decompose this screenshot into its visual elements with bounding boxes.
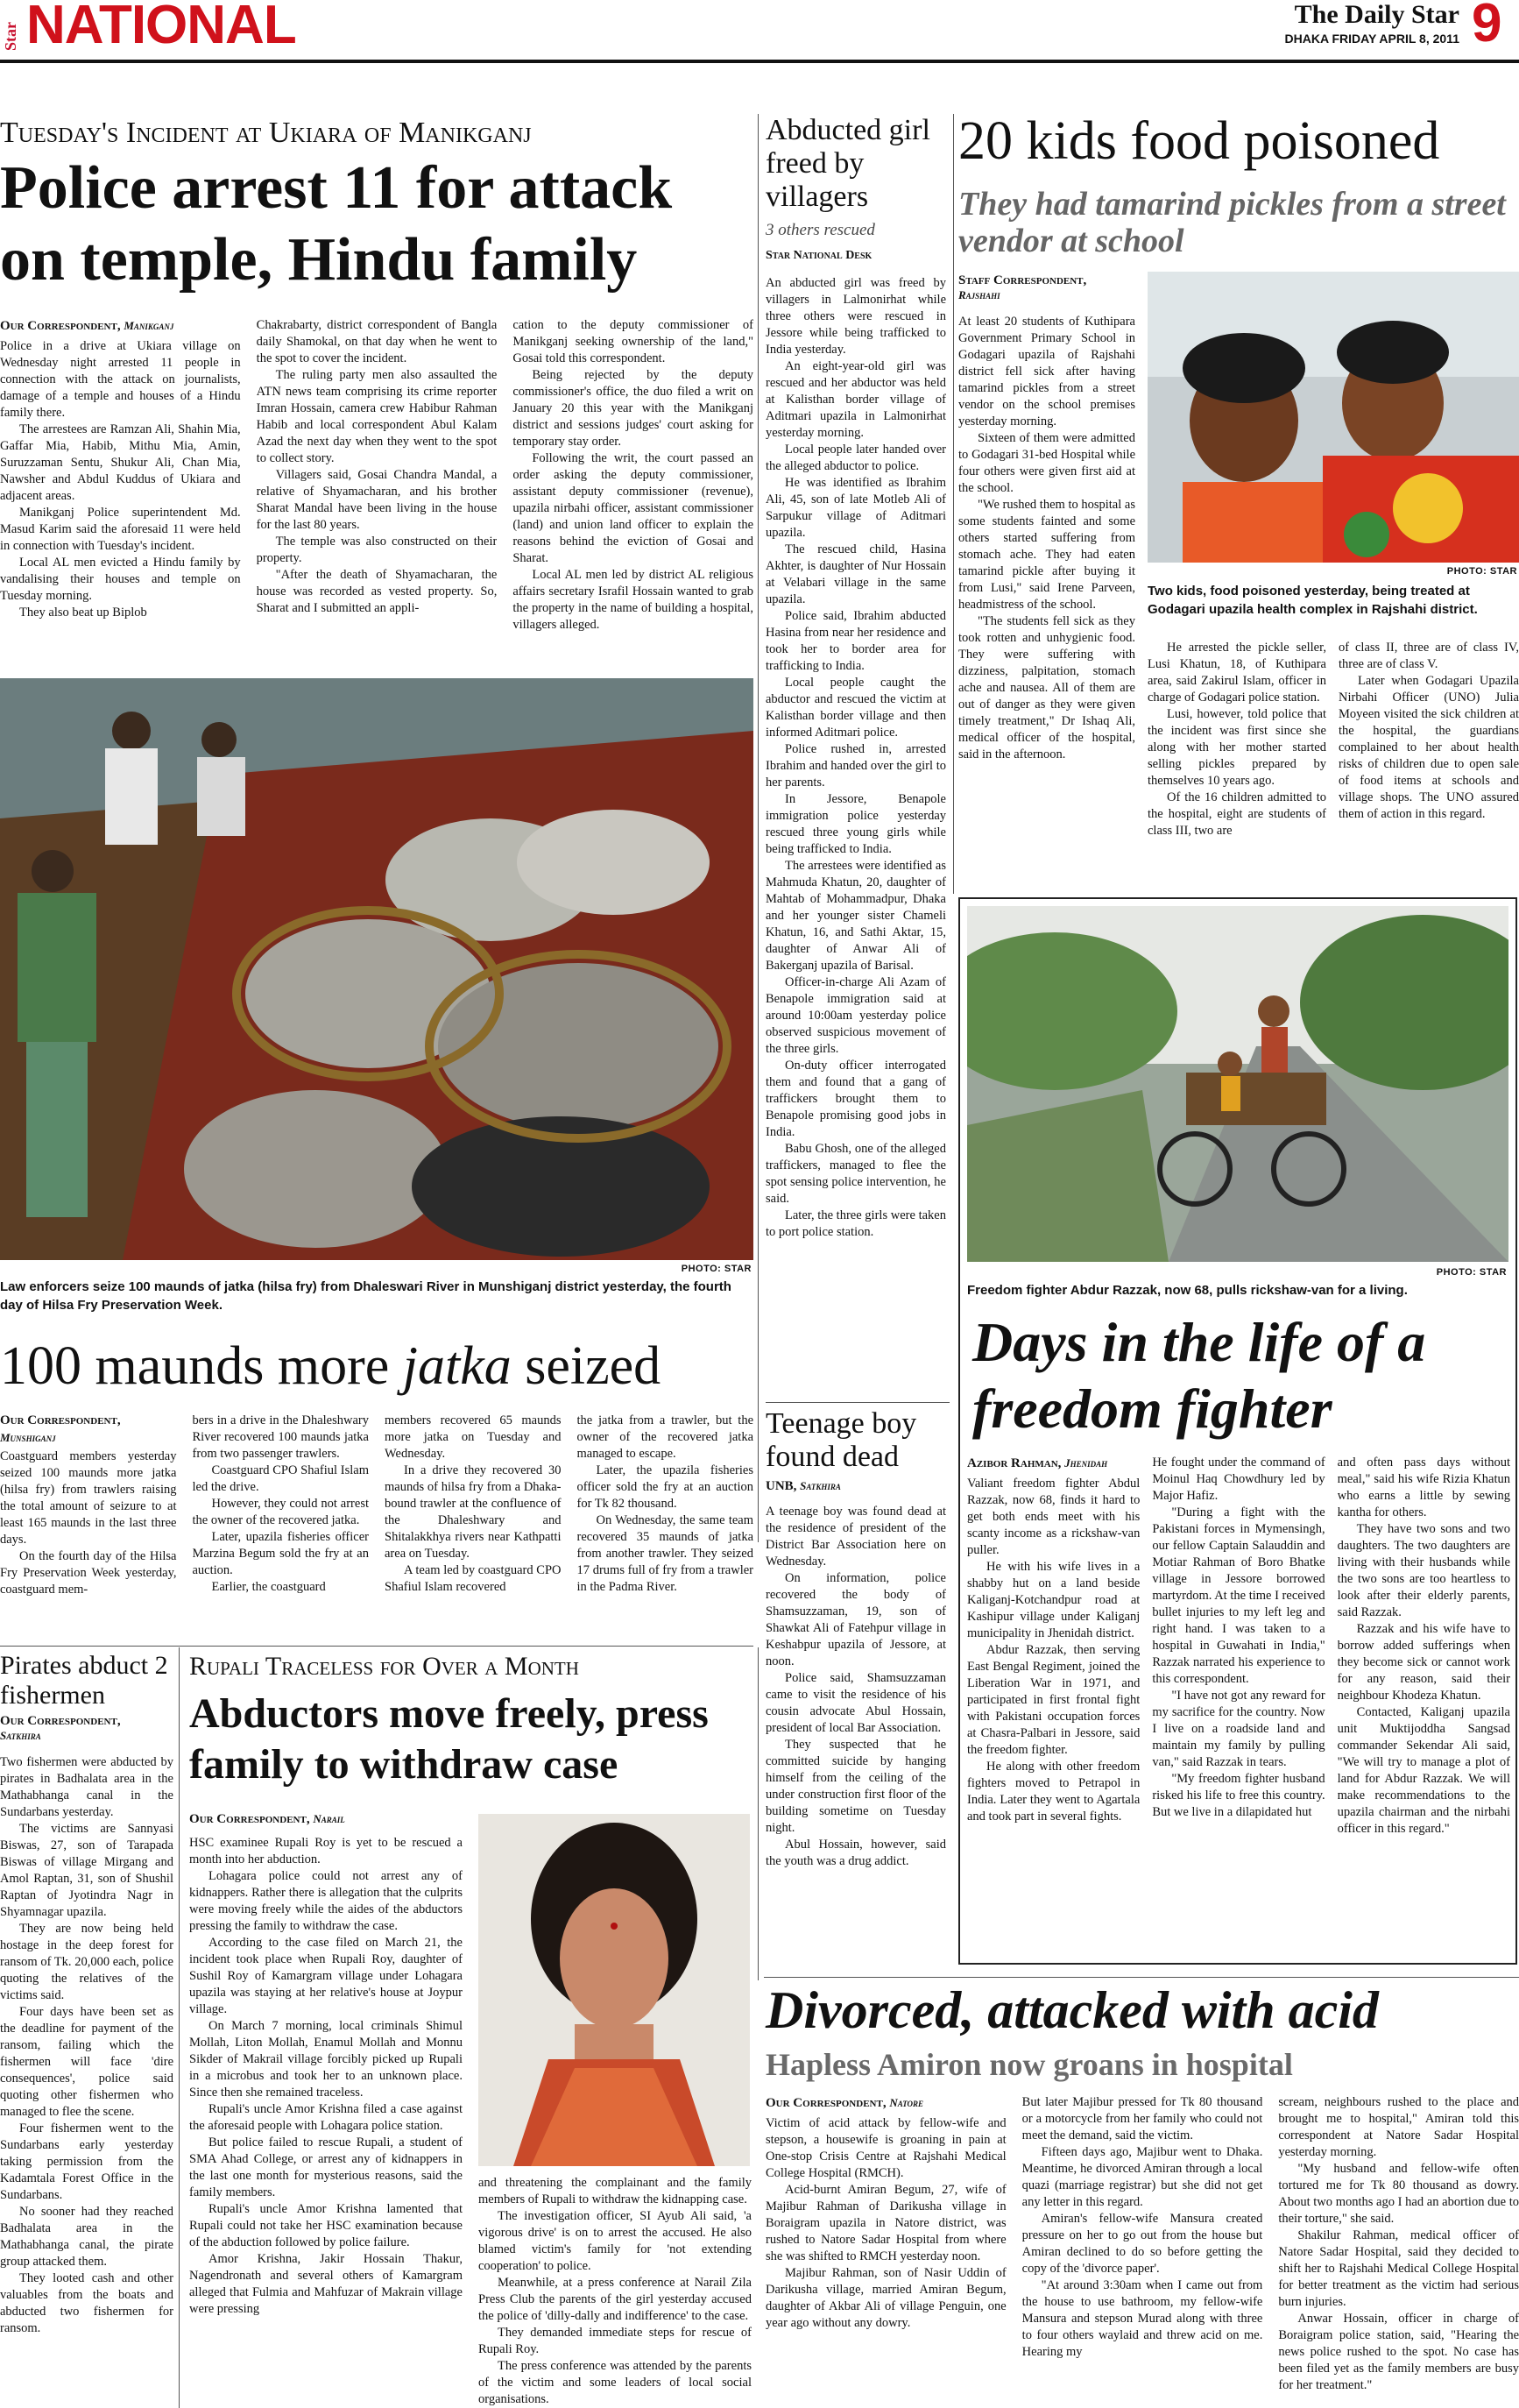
paragraph: He arrested the pickle seller, Lusi Khatun, 18, of Kuthipara area, said Zakirul Islam, officer in charge of Godagari police station.: [1148, 641, 1326, 705]
paragraph: "During a fight with the Pakistani forces in Mymensingh, our fellow Captain Salauddin and Motiar Rahman of Boro Bhatke village in Jessore borrowed martyrdom. At the time I received bullet injuries to my left leg and right hand. I was taken to a hospital in Guwahati in India," Razzak narrated his experience to this correspondent.: [1152, 1505, 1325, 1686]
pirates-body: [0, 1754, 173, 2406]
rupali-col-1: [189, 1835, 463, 2406]
jatka-col-2: [193, 1413, 370, 1639]
freedom-photo-illustration: [967, 906, 1508, 1262]
acid-col-2: [1022, 2094, 1263, 2406]
paragraph: "My freedom fighter husband risked his life to free this country. But we live in a dilapidated hut: [1152, 1772, 1325, 1819]
pirates-byline: Our Correspondent, Satkhira: [0, 1714, 121, 1742]
paragraph: "We rushed them to hospital as some students fainted and some others started suffering from stomach ache. They had eaten tamarind pickle after buying it from Lusi," said Irene Parveen, headmistress of the school.: [958, 498, 1135, 612]
rupali-portrait-photo: [478, 1814, 750, 2166]
kids-sub: They had tamarind pickles from a street vendor at school: [958, 186, 1506, 259]
teenage-byline: UNB, Satkhira: [766, 1479, 841, 1493]
paragraph: of class II, three are of class IV, three are of class V.: [1339, 641, 1519, 671]
lower-left-rule: [0, 1646, 753, 1647]
paragraph: He fought under the command of Moinul Haq Chowdhury led by Major Hafiz.: [1152, 1455, 1325, 1503]
paragraph: They are now being held hostage in the deep forest for ransom of Tk. 20,000 each, police quoting the relatives of the victims said.: [0, 1922, 173, 2002]
section-title: NATIONAL: [26, 0, 296, 55]
paragraph: "After the death of Shyamacharan, the house was recorded as vested property. So, Sharat and I submitted an appli-: [256, 568, 498, 615]
kids-headline: 20 kids food poisoned: [958, 111, 1440, 171]
paragraph: Of the 16 children admitted to the hospital, eight are students of class III, two are: [1148, 790, 1326, 838]
rupali-kicker: Rupali Traceless for Over a Month: [189, 1652, 579, 1681]
paragraph: They looted cash and other valuables from the boats and abducted two fishermen for ransom.: [0, 2271, 173, 2335]
star-mark: Star: [2, 22, 19, 51]
paragraph: Razzak and his wife have to borrow added sufferings when they become sick or cannot work for any reason, said their neighbour Khodeza Khatun.: [1337, 1622, 1510, 1703]
paragraph: Police said, Shamsuzzaman came to visit the residence of his cousin advocate Abul Hossain, president of local Bar Association.: [766, 1671, 946, 1735]
jatka-col-1: [0, 1413, 177, 1639]
paragraph: Victim of acid attack by fellow-wife and stepson, a housewife is groaning in pain at One-stop Crisis Centre at Rajshahi Medical College Hospital (RMCH).: [766, 2116, 1007, 2180]
rule-v-4: [758, 1647, 759, 1980]
paragraph: An abducted girl was freed by villagers in Lalmonirhat while three others were rescued in Jessore while being trafficked to India yesterday.: [766, 276, 946, 357]
paragraph: The rescued child, Hasina Akhter, is daughter of Nur Hossain at Velabari village in the same upazila.: [766, 542, 946, 606]
paragraph: Local people later handed over the alleged abductor to police.: [766, 443, 946, 473]
paragraph: On the fourth day of the Hilsa Fry Preservation Week yesterday, coastguard mem-: [0, 1549, 177, 1597]
paragraph: Amor Krishna, Jakir Hossain Thakur, Nagendronath and several others of Kamargram alleged that Fulmia and Mahfuzar of Makrain village were pressing: [189, 2252, 463, 2316]
jatka-story: [0, 1413, 753, 1639]
paragraph: According to the case filed on March 21, the incident took place when Rupali Roy, daughter of Sushil Roy of Kamargram village under Lohagara upazila was staying at her relative's house at Joypur village.: [189, 1936, 463, 2016]
jatka-photo-credit: PHOTO: STAR: [681, 1264, 752, 1274]
paragraph: In a drive they recovered 30 maunds of hilsa fry from a Dhaka-bound trawler at the confluence of the Dhaleshwary and Shitalakkhya rivers near Kathpatti area on Tuesday.: [385, 1463, 562, 1561]
paragraph: The arrestees were identified as Mahmuda Khatun, 20, daughter of Mahtab of Mohammadpur, Dhaka and her younger sister Chameli Khatun, 16, and Sathi Aktar, 15, daughter of Anwar Ali of Bakerganj upazila of Barisal.: [766, 859, 946, 973]
paragraph: "My husband and fellow-wife often tortured me for Tk 80 thousand as dowry. About two months ago I had an abortion due to their torture," she said.: [1278, 2162, 1519, 2226]
temple-story: [0, 317, 753, 664]
paragraph: He was identified as Ibrahim Ali, 45, son of late Motleb Ali of Sarpukur village of Aditmari upazila.: [766, 476, 946, 540]
teenage-rule: [766, 1402, 950, 1403]
paragraph: The ruling party men also assaulted the ATN news team comprising its crime reporter Imran Hossain, camera crew Habibur Rahman Habib and local correspondent Abul Kalam Azad the next day when they went to the spot to collect story.: [256, 368, 498, 465]
paragraph: But police failed to rescue Rupali, a student of SMA Ahad College, or arrest any of kidnappers in the last one month for mysterious reasons, said the family members.: [189, 2135, 463, 2199]
paragraph: Sixteen of them were admitted to Godagari 31-bed Hospital while four others were given first aid at the school.: [958, 431, 1135, 495]
paragraph: Police said, Ibrahim abducted Hasina from near her residence and took her to border area for trafficking to India.: [766, 609, 946, 673]
acid-sub: Hapless Amiron now groans in hospital: [766, 2047, 1293, 2082]
paragraph: HSC examinee Rupali Roy is yet to be rescued a month into her abduction.: [189, 1836, 463, 1866]
paragraph: Chakrabarty, district correspondent of Bangla daily Shamokal, on that day when he went to the spot to cover the incident.: [256, 318, 498, 365]
dateline: DHAKA FRIDAY APRIL 8, 2011: [1284, 32, 1459, 46]
paragraph: Meanwhile, at a press conference at Narail Zila Press Club the parents of the girl yesterday accused the police of 'dilly-dally and indifference' to the case.: [478, 2276, 752, 2323]
paragraph: bers in a drive in the Dhaleshwary River recovered 100 maunds jatka from two passenger trawlers.: [192, 1413, 369, 1461]
paragraph: Police rushed in, arrested Ibrahim and handed over the girl to her parents.: [766, 742, 946, 790]
paragraph: However, they could not arrest the owner of the recovered jatka.: [192, 1497, 369, 1527]
paragraph: Four fishermen went to the Sundarbans early yesterday taking permission from the Kadamtala Forest Office in the Sundarbans.: [0, 2121, 173, 2202]
freedom-headline-line2: freedom fighter: [972, 1378, 1332, 1440]
kids-photo-illustration: [1148, 272, 1519, 563]
rupali-headline-line2: family to withdraw case: [189, 1741, 618, 1788]
paragraph: Lusi, however, told police that the incident was first since she along with her mother started selling pickles prepared by themselves 10 years ago.: [1148, 707, 1326, 788]
jatka-col-3: [385, 1413, 562, 1639]
paragraph: "At around 3:30am when I came out from the house to use bathroom, my fellow-wife Mansura and stepson Murad along with three to four others waylaid and threw acid on me. Hearing my: [1021, 2278, 1263, 2359]
paragraph: Rupali's uncle Amor Krishna lamented that Rupali could not take her HSC examination because of the abduction followed by police failure.: [189, 2202, 463, 2249]
acid-col-1: [766, 2094, 1007, 2406]
paragraph: Coastguard members yesterday seized 100 maunds more jatka (hilsa fry) from trawlers raising the total amount of seizure to at least 165 maunds in the last three days.: [0, 1449, 177, 1547]
freedom-story: [967, 1455, 1510, 1958]
freedom-byline: Azibor Rahman, Jhenidah: [967, 1456, 1108, 1470]
paragraph: Later, the three girls were taken to port police station.: [766, 1208, 946, 1239]
paragraph: and threatening the complainant and the family members of Rupali to withdraw the kidnapping case.: [478, 2176, 752, 2206]
page-number: 9: [1472, 0, 1502, 53]
abducted-body: [766, 275, 946, 1411]
pirates-headline: Pirates abduct 2 fishermen: [0, 1651, 168, 1710]
paragraph: and often pass days without meal," said his wife Rizia Khatun who earns a little by sewing kantha for others.: [1337, 1455, 1510, 1519]
paragraph: The arrestees are Ramzan Ali, Shahin Mia, Gaffar Mia, Habib, Mithu Mia, Amin, Suruzzaman Sentu, Shukur Ali, Chan Mia, Nawsher and Abdul Kuddus of Ukiara and adjacent areas.: [0, 422, 241, 503]
freedom-col-1: [967, 1455, 1140, 1958]
paragraph: Rupali's uncle Amor Krishna filed a case against the aforesaid people with Lohagara police station.: [189, 2102, 463, 2133]
acid-story: [766, 2094, 1519, 2406]
paragraph: Later when Godagari Upazila Nirbahi Officer (UNO) Julia Moyeen visited the sick children at the hospital, the guardians complained to her about health risks of children due to open sale of food items at schools and village shops. The UNO assured them of action in this regard.: [1339, 674, 1519, 821]
masthead: [0, 0, 1519, 58]
acid-col-3: [1278, 2094, 1519, 2406]
freedom-headline-line1: Days in the life of a: [972, 1311, 1426, 1373]
paragraph: Following the writ, the court passed an order asking the deputy commissioner, assistant deputy commissioner (revenue), upazila nirbahi officer, assistant commissioner (land) and union land officer to explain the reasons behind the eviction of Gosai and Sharat.: [512, 451, 754, 565]
paragraph: A team led by coastguard CPO Shafiul Islam recovered: [385, 1563, 562, 1594]
temple-kicker: Tuesday's Incident at Ukiara of Manikganj: [0, 117, 532, 149]
kids-byline: Staff Correspondent, Rajshahi: [958, 273, 1087, 301]
abducted-sub: 3 others rescued: [766, 221, 875, 239]
teenage-headline: Teenage boy found dead: [766, 1407, 917, 1473]
paragraph: Later, upazila fisheries officer Marzina Begum sold the fry at an auction.: [192, 1530, 369, 1577]
paragraph: "The students fell sick as they took rotten and unhygienic food. They were suffering with dizziness, palpitation, stomach ache and nausea. All of them are out of danger as they were given timely treatment," Dr Ishaq Ali, medical officer of the hospital, said in the afternoon.: [958, 614, 1135, 761]
paragraph: Abdur Razzak, then serving East Bengal Regiment, joined the Liberation War in 1971, and participated in first frontal fight with Pakistani occupation forces at Chasra-Palbari in Jessore, said the freedom fighter.: [967, 1643, 1141, 1757]
kids-photo-caption: Two kids, food poisoned yesterday, being treated at Godagari upazila health complex in Rajshahi district.: [1148, 584, 1478, 617]
paragraph: Majibur Rahman, son of Nasir Uddin of Darikusha village, married Amiran Begum, daughter of Akbar Ali of village Penguin, one year ago without any dowry.: [766, 2266, 1007, 2330]
paragraph: Villagers said, Gosai Chandra Mandal, a relative of Shyamacharan, and his brother Sharat Mandal have been living in the house for the last 80 years.: [256, 468, 498, 532]
paragraph: Acid-burnt Amiran Begum, 27, wife of Majibur Rahman of Darikusha village in Boraigram upazila in Natore district, was rushed to Natore Sadar Hospital from where she was shifted to RMCH yesterday noon.: [766, 2183, 1007, 2263]
paragraph: They have two sons and two daughters. The two daughters are living with their husbands while the two sons are too heartless to look after their elderly parents, said Razzak.: [1337, 1522, 1510, 1619]
freedom-photo-credit: PHOTO: STAR: [1436, 1267, 1507, 1278]
paragraph: "I have not got any reward for my sacrifice for the country. Now I live on a roadside land and maintain my family by pulling van," said Razzak in tears.: [1152, 1689, 1325, 1769]
masthead-rule: [0, 60, 1519, 63]
paragraph: Four days have been set as the deadline for payment of the ransom, failing which the fishermen will face 'dire consequences', police said quoting other fishermen who managed to flee the scene.: [0, 2005, 173, 2119]
temple-byline: Our Correspondent, Manikganj: [0, 319, 174, 333]
teenage-body: [766, 1504, 946, 1965]
paragraph: But later Majibur pressed for Tk 80 thousand or a motorcycle from her family who could not meet the demand, said the victim.: [1021, 2095, 1263, 2142]
paragraph: cation to the deputy commissioner of Manikganj seeking ownership of the land," Gosai told this correspondent.: [512, 318, 754, 365]
kids-col-1: [958, 314, 1135, 885]
paragraph: Coastguard CPO Shafiul Islam led the drive.: [192, 1463, 369, 1494]
paragraph: Local people caught the abductor and rescued the victim at Kalisthan border village and then informed Aditmari police.: [766, 676, 946, 740]
paragraph: Amiran's fellow-wife Mansura created pressure on her to go out from the house but Amiran declined to do so before getting the copy of the 'divorce paper'.: [1021, 2212, 1263, 2276]
paragraph: Being rejected by the deputy commissioner's office, the duo filed a writ on January 20 this year with the Manikganj district and sessions judges' court asking for temporary stay order.: [512, 368, 754, 449]
paragraph: Shakilur Rahman, medical officer of Natore Sadar Hospital, said they decided to shift her to Rajshahi Medical College Hospital for better treatment as the victim had serious burn injuries.: [1278, 2228, 1519, 2309]
paragraph: On March 7 morning, local criminals Shimul Mollah, Liton Mollah, Enamul Mollah and Monnu Sikder of Makrail village forcibly picked up Rupali in a microbus and took her to an unknown place. Since then she remained traceless.: [189, 2019, 463, 2100]
paragraph: members recovered 65 maunds more jatka on Tuesday and Wednesday.: [385, 1413, 562, 1461]
temple-headline-line1: Police arrest 11 for attack: [0, 154, 673, 222]
paragraph: Contacted, Kaliganj upazila unit Muktijoddha Sangsad commander Sekendar Ali said, "We will try to manage a plot of land for Abdur Razzak. We will make recommendations to the upazila chairman and the nirbahi officer in this regard.": [1337, 1705, 1510, 1836]
jatka-col-4: [577, 1413, 754, 1639]
abducted-headline: Abducted girl freed by villagers: [766, 114, 930, 213]
rupali-col-2: [478, 2175, 752, 2406]
freedom-col-3: [1338, 1455, 1510, 1958]
paper-name: The Daily Star: [1294, 0, 1459, 29]
rule-v-2: [953, 114, 954, 894]
rule-v-1: [758, 114, 759, 1542]
paragraph: An eight-year-old girl was rescued and her abductor was held at Kalisthan border village of Aditmari upazila in Lalmonirhat yesterday morning.: [766, 359, 946, 440]
paragraph: He with his wife lives in a shabby hut on a land beside Kaliganj-Kotchandpur road at Kashipur village under Kaliganj municipality in Jhenidah district.: [967, 1560, 1141, 1640]
rule-v-3: [179, 1647, 180, 2408]
jatka-photo-illustration: [0, 678, 753, 1260]
jatka-byline: Our Correspondent, Munshiganj: [0, 1413, 121, 1444]
paragraph: Police in a drive at Ukiara village on Wednesday night arrested 11 people in connection with the attack on journalists, damage of a temple and houses of a Hindu family there.: [0, 339, 241, 420]
paragraph: Manikganj Police superintendent Md. Masud Karim said the aforesaid 11 were held in connection with Tuesday's incident.: [0, 506, 241, 553]
paragraph: At least 20 students of Kuthipara Government Primary School in Godagari upazila of Rajshahi district fell sick after having tamarind pickles from a street vendor on the school premises yesterday morning.: [958, 315, 1135, 428]
rupali-byline: Our Correspondent, Narail: [189, 1812, 345, 1826]
freedom-fighter-photo: [967, 906, 1508, 1262]
rupali-photo-illustration: [478, 1814, 750, 2166]
paragraph: The victims are Sannyasi Biswas, 27, son of Tarapada Biswas of village Mirgang and Amol Raptan, 31, son of Shushil Raptan of Jyotindra Nagr in Shyamnagar upazila.: [0, 1822, 173, 1919]
jatka-photo-caption: Law enforcers seize 100 maunds of jatka (hilsa fry) from Dhaleswari River in Munshiganj district yesterday, the fourth day of Hilsa Fry Preservation Week.: [0, 1279, 731, 1313]
paragraph: He along with other freedom fighters moved to Petrapol in India. Later they went to Agartala and took part in several fights.: [967, 1760, 1141, 1824]
paragraph: Later, the upazila fisheries officer sold the fry at an auction for Tk 82 thousand.: [576, 1463, 753, 1511]
paragraph: Lohagara police could not arrest any of kidnappers. Rather there is allegation that the culprits were moving freely while the aides of the abductors pressing the family to withdraw the case.: [189, 1869, 463, 1933]
paragraph: They suspected that he committed suicide by hanging himself from the ceiling of the under construction first floor of the building sometime on Tuesday night.: [766, 1738, 946, 1835]
jatka-headline: 100 maunds more jatka seized: [0, 1336, 661, 1396]
paragraph: Officer-in-charge Ali Azam of Benapole immigration said at around 10:00am yesterday police observed suspicious movement of the three girls.: [766, 975, 946, 1056]
temple-col-1: [0, 317, 241, 664]
paragraph: Fifteen days ago, Majibur went to Dhaka. Meantime, he divorced Amiran through a local quazi (marriage registrar) but she did not get any letter in this regard.: [1021, 2145, 1263, 2209]
paragraph: No sooner had they reached Badhalata area in the Mathabhanga canal, the pirate group attacked them.: [0, 2205, 173, 2269]
paragraph: On information, police recovered the body of Shamsuzzaman, 19, son of Shawkat Ali of Fatehpur village in Keshabpur upazila of Jessore, at noon.: [766, 1571, 946, 1668]
paragraph: the jatka from a trawler, but the owner of the recovered jatka managed to escape.: [576, 1413, 753, 1461]
temple-col-2: [257, 317, 498, 664]
kids-col-3: [1339, 640, 1519, 885]
jatka-seizure-photo: [0, 678, 753, 1260]
acid-byline: Our Correspondent, Natore: [766, 2096, 924, 2110]
rupali-headline-line1: Abductors move freely, press: [189, 1690, 709, 1737]
paragraph: They also beat up Biplob: [19, 606, 147, 620]
kids-col-2: [1148, 640, 1326, 885]
paragraph: On Wednesday, the same team recovered 35 maunds of jatka from another trawler. They seized 17 drums full of fry from a trawler in the Padma River.: [576, 1513, 753, 1594]
paragraph: On-duty officer interrogated them and found that a gang of traffickers brought them to Benapole promising good jobs in India.: [766, 1059, 946, 1139]
paragraph: scream, neighbours rushed to the place and brought me to hospital," Amiran told this correspondent at Natore Sadar Hospital yesterday morning.: [1278, 2095, 1519, 2159]
paragraph: Local AL men evicted a Hindu family by vandalising their houses and temple on Tuesday morning.: [0, 556, 241, 603]
acid-rule: [764, 1977, 1519, 1978]
freedom-photo-caption: Freedom fighter Abdur Razzak, now 68, pulls rickshaw-van for a living.: [967, 1283, 1408, 1298]
temple-headline-line2: on temple, Hindu family: [0, 226, 638, 294]
paragraph: Two fishermen were abducted by pirates in Badhalata area in the Mathabhanga canal in the Sundarbans yesterday.: [0, 1755, 173, 1819]
paragraph: Local AL men led by district AL religious affairs secretary Israfil Hossain wanted to grab the property in the name of building a hospital, villagers alleged.: [512, 568, 754, 632]
paragraph: The temple was also constructed on their property.: [256, 535, 498, 565]
paragraph: They demanded immediate steps for rescue of Rupali Roy.: [478, 2326, 752, 2356]
paragraph: Earlier, the coastguard: [211, 1580, 326, 1594]
paragraph: Babu Ghosh, one of the alleged traffickers, managed to flee the spot sensing police intervention, he said.: [766, 1142, 946, 1206]
temple-col-3: [512, 317, 753, 664]
paragraph: A teenage boy was found dead at the residence of president of the District Bar Association here on Wednesday.: [766, 1505, 946, 1569]
paragraph: In Jessore, Benapole immigration police yesterday rescued three young girls while being trafficked to India.: [766, 792, 946, 856]
paragraph: The investigation officer, SI Ayub Ali said, 'a vigorous drive' is on to arrest the accused. He also blamed victim's family for 'not extending cooperation' to police.: [478, 2209, 752, 2273]
kids-photo-credit: PHOTO: STAR: [1446, 566, 1517, 577]
paragraph: Abul Hossain, however, said the youth was a drug addict.: [766, 1838, 946, 1868]
paragraph: The press conference was attended by the parents of the victim and some leaders of local social organisations.: [478, 2359, 752, 2406]
freedom-col-2: [1152, 1455, 1325, 1958]
paragraph: Anwar Hossain, officer in charge of Boraigram police station, said, "Hearing the news police rushed to the spot. No case has been filed yet as the family members are busy for her treatment.": [1278, 2312, 1519, 2392]
kids-hospital-photo: [1148, 272, 1519, 563]
paragraph: Valiant freedom fighter Abdul Razzak, now 68, finds it hard to get both ends meet with his scanty income as a rickshaw-van puller.: [967, 1477, 1141, 1557]
acid-headline: Divorced, attacked with acid: [766, 1981, 1379, 2039]
abducted-byline: Star National Desk: [766, 249, 873, 262]
